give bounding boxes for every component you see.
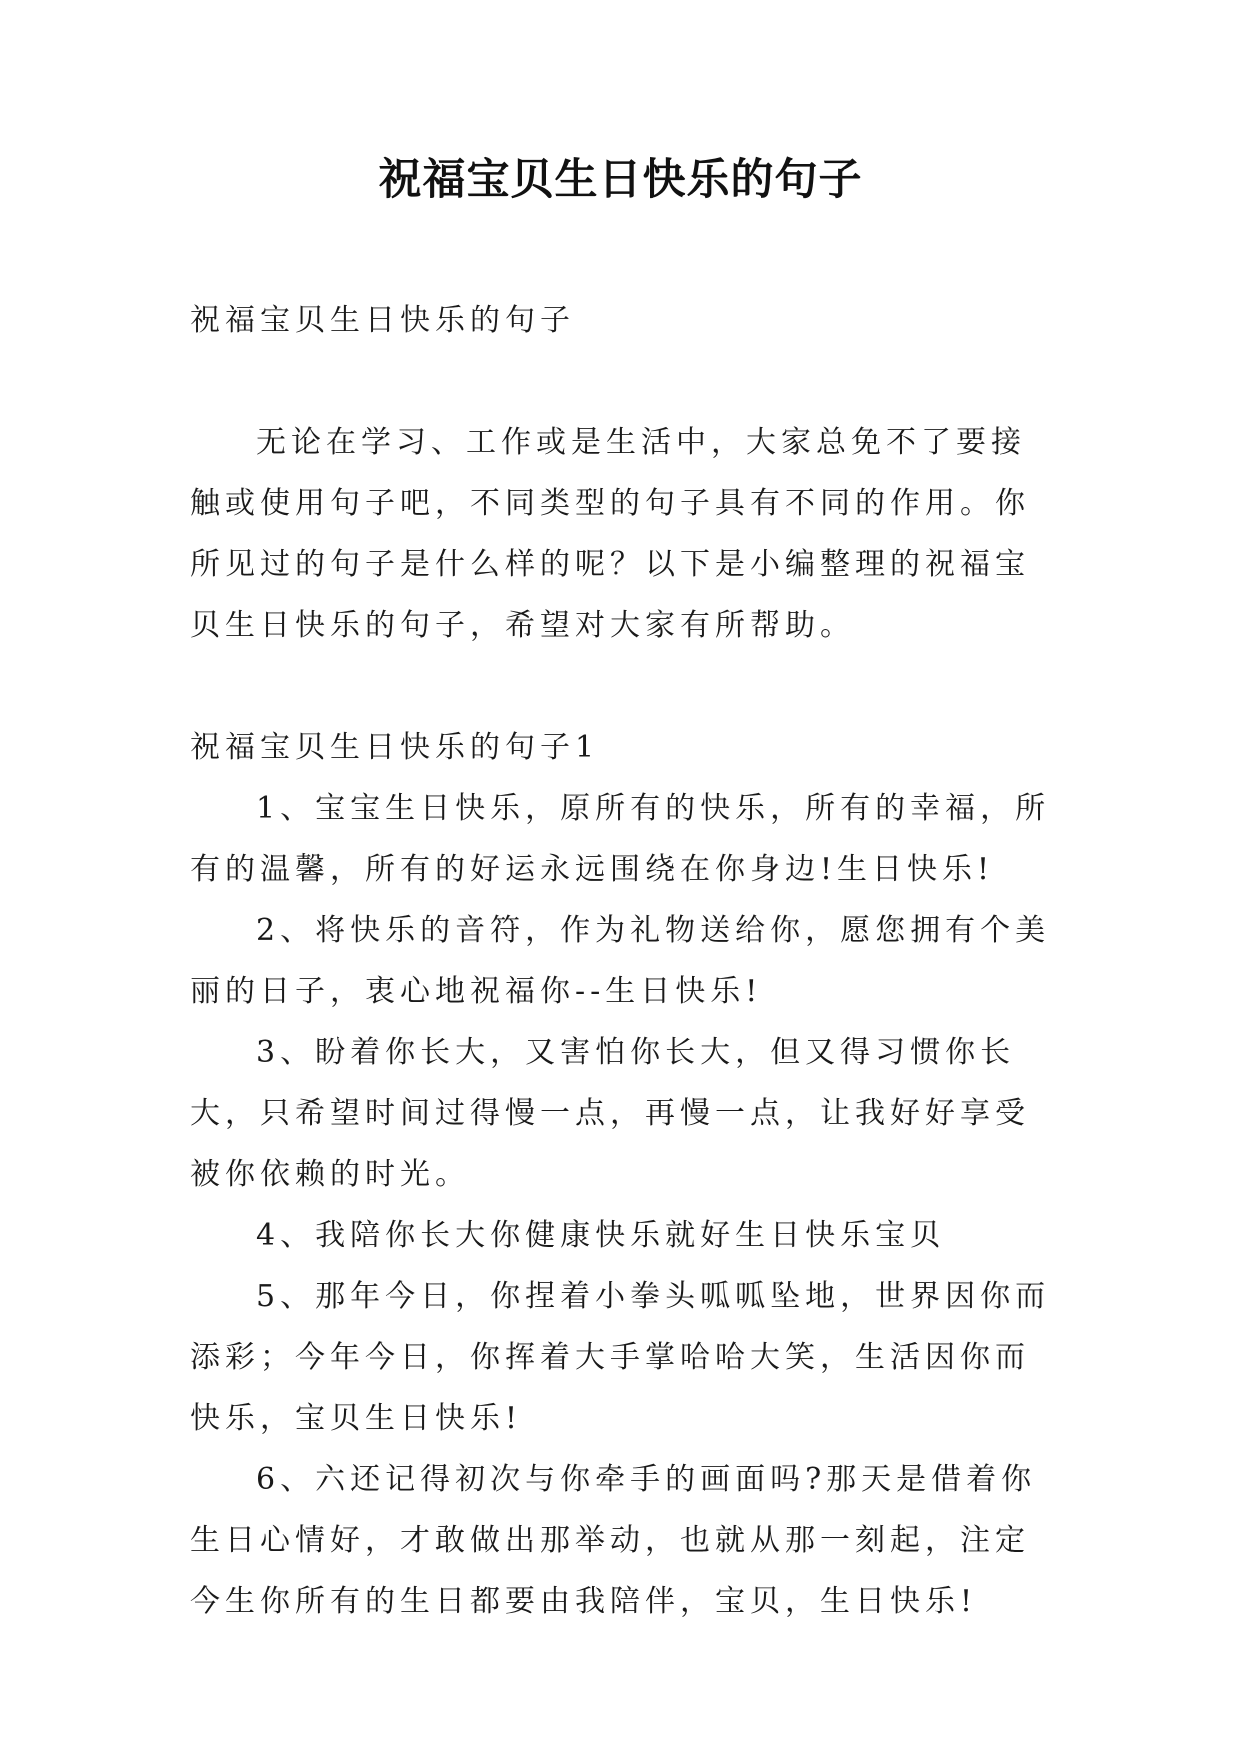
document-title: 祝福宝贝生日快乐的句子 [378,155,863,205]
list-item: 5、那年今日，你捏着小拳头呱呱坠地，世界因你而添彩；今年今日，你挥着大手掌哈哈大笑，生活因你而快乐，宝贝生日快乐! [190,1279,1051,1436]
section-heading: 祝福宝贝生日快乐的句子1 [190,730,600,765]
document-body [190,290,1052,1632]
list-item: 6、六还记得初次与你牵手的画面吗?那天是借着你生日心情好，才敢做出那举动，也就从那一刻起，注定今生你所有的生日都要由我陪伴，宝贝，生日快乐! [190,1462,1037,1619]
intro-paragraph: 无论在学习、工作或是生活中，大家总免不了要接触或使用句子吧，不同类型的句子具有不同的作用。你所见过的句子是什么样的呢？以下是小编整理的祝福宝贝生日快乐的句子，希望对大家有所帮助。 [190,425,1030,643]
document-subtitle: 祝福宝贝生日快乐的句子 [190,303,575,338]
list-item: 2、将快乐的音符，作为礼物送给你，愿您拥有个美丽的日子，衷心地祝福你--生日快乐! [190,913,1051,1009]
list-item: 4、我陪你长大你健康快乐就好生日快乐宝贝 [256,1218,946,1253]
list-item: 1、宝宝生日快乐，原所有的快乐，所有的幸福，所有的温馨，所有的好运永远围绕在你身边!生日快乐! [190,791,1051,887]
list-item: 3、盼着你长大，又害怕你长大，但又得习惯你长大，只希望时间过得慢一点，再慢一点，让我好好享受被你依赖的时光。 [190,1035,1030,1192]
